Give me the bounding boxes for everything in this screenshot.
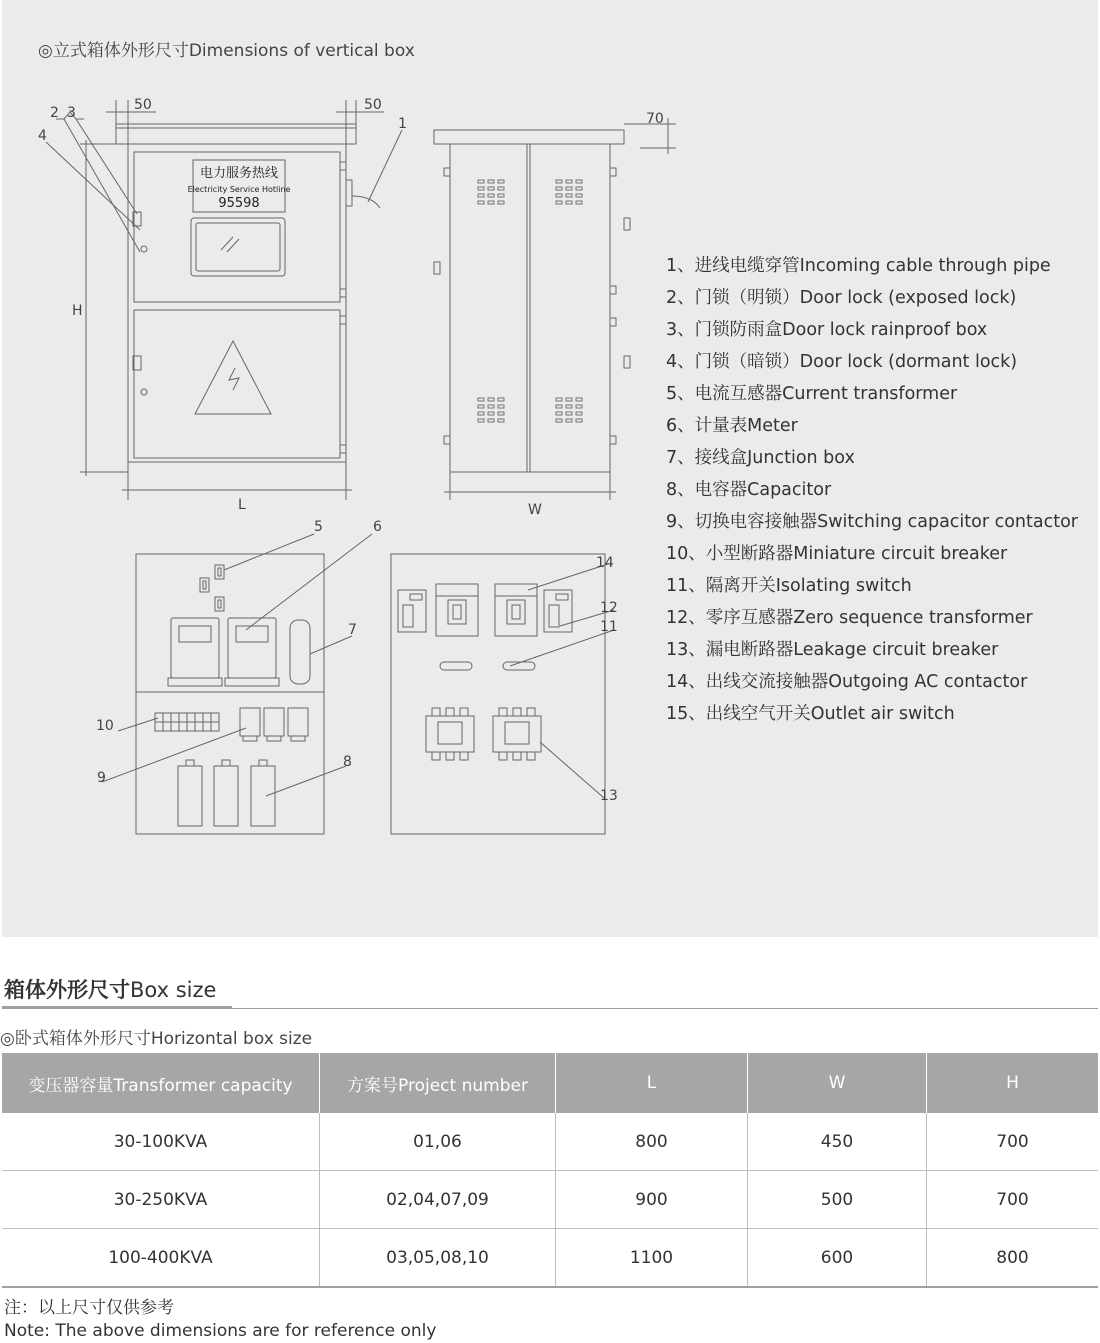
dim-50-left: 50 [134,97,152,113]
callout-5: 5 [314,519,323,535]
cell-h: 800 [927,1229,1099,1288]
meter-1 [171,618,219,678]
capacitor-3 [251,766,275,826]
incoming-cable-pipe [346,180,352,206]
isolating-switch-1 [440,662,472,670]
cell-capacity: 30-250KVA [2,1171,320,1229]
callout-12: 12 [600,600,618,616]
legend-item: 5、电流互感器Current transformer [666,384,958,404]
legend-item: 15、出线空气开关Outlet air switch [666,704,955,724]
cell-w: 500 [748,1171,927,1229]
capacitor-2 [214,766,238,826]
callout-4: 4 [38,128,47,144]
leakage-breaker-2 [493,708,541,760]
side-view [434,118,676,500]
section-divider-accent [2,1006,232,1009]
leakage-breaker-1 [426,708,474,760]
cell-h: 700 [927,1113,1099,1171]
header-h: H [927,1053,1099,1113]
callout-11: 11 [600,619,618,635]
legend-item: 4、门锁（暗锁）Door lock (dormant lock) [666,352,1018,372]
dim-50-right: 50 [364,97,382,113]
legend-item: 7、接线盒Junction box [666,448,855,468]
cell-h: 700 [927,1171,1099,1229]
cell-capacity: 100-400KVA [2,1229,320,1288]
callout-1: 1 [398,116,407,132]
cell-project: 02,04,07,09 [320,1171,556,1229]
cell-project: 03,05,08,10 [320,1229,556,1288]
junction-box [290,620,310,684]
legend-item: 11、隔离开关Isolating switch [666,576,912,596]
callout-3: 3 [67,105,76,121]
legend-item: 14、出线交流接触器Outgoing AC contactor [666,672,1028,692]
internal-view-left [102,534,372,834]
callout-2: 2 [50,105,59,121]
meter-window [191,218,285,276]
sign-line1: 电力服务热线 [199,166,279,181]
section-title-cn: 箱体外形尺寸 [4,978,130,1002]
header-w: W [748,1053,927,1113]
dim-70: 70 [646,111,664,127]
cell-w: 600 [748,1229,927,1288]
meter-2 [228,618,276,678]
front-view [46,100,402,500]
legend-item: 12、零序互感器Zero sequence transformer [666,608,1033,628]
cell-l: 900 [556,1171,748,1229]
reference-note [4,1297,436,1343]
legend-item: 1、进线电缆穿管Incoming cable through pipe [666,256,1051,276]
cell-l: 800 [556,1113,748,1171]
header-project-number: 方案号Project number [320,1053,556,1113]
internal-view-right [391,554,614,834]
table-row [2,1229,1098,1288]
cell-l: 1100 [556,1229,748,1288]
table-row [2,1113,1098,1171]
capacitor-1 [178,766,202,826]
subsection-title: ◎卧式箱体外形尺寸Horizontal box size [0,1029,313,1049]
box-size-table [2,1053,1098,1288]
sign-line2: Electricity Service Hotline [187,185,291,194]
cell-capacity: 30-100KVA [2,1113,320,1171]
note-en: Note: The above dimensions are for reference only [4,1321,437,1341]
legend-item: 3、门锁防雨盒Door lock rainproof box [666,320,988,340]
legend-item: 9、切换电容接触器Switching capacitor contactor [666,512,1078,532]
table-row [2,1171,1098,1229]
legend-item: 6、计量表Meter [666,416,798,436]
callout-10: 10 [96,718,114,734]
legend-item: 10、小型断路器Miniature circuit breaker [666,544,1008,564]
callout-9: 9 [97,770,106,786]
dim-l: L [238,497,246,513]
dim-w: W [528,502,542,518]
cell-w: 450 [748,1113,927,1171]
panel-title: ◎立式箱体外形尺寸Dimensions of vertical box [38,41,415,61]
sign-line3: 95598 [218,196,260,211]
table-header-row [2,1053,1098,1113]
note-cn: 注：以上尺寸仅供参考 [4,1298,174,1318]
header-transformer-capacity: 变压器容量Transformer capacity [2,1053,320,1113]
callout-6: 6 [373,519,382,535]
section-title [4,974,216,1004]
dim-h: H [72,303,83,319]
callout-7: 7 [348,622,357,638]
callout-13: 13 [600,788,618,804]
section-title-en: Box size [130,978,217,1002]
legend-item: 13、漏电断路器Leakage circuit breaker [666,640,999,660]
callout-14: 14 [596,555,614,571]
ac-contactor-1 [436,584,478,636]
ac-contactor-2 [495,584,537,636]
legend-item: 2、门锁（明锁）Door lock (exposed lock) [666,288,1017,308]
component-legend [666,250,1078,730]
callout-8: 8 [343,754,352,770]
door-lock-dormant [141,246,147,252]
legend-item: 8、电容器Capacitor [666,480,832,500]
high-voltage-warning-icon [195,341,271,414]
cell-project: 01,06 [320,1113,556,1171]
header-l: L [556,1053,748,1113]
